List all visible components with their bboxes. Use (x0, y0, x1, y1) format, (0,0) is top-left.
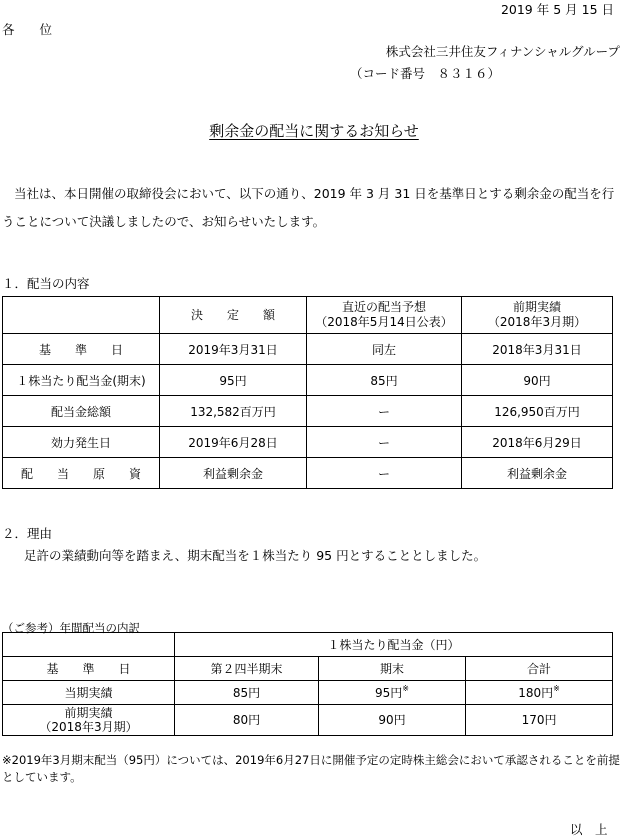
reference-col-total: 合計 (466, 657, 613, 681)
table-row (3, 458, 613, 489)
row-q2: 85円 (175, 681, 319, 705)
footnote-mark: ※ (553, 684, 560, 693)
row-q2: 80円 (175, 705, 319, 736)
table-row (3, 334, 613, 365)
row-decided: 2019年6月28日 (160, 427, 307, 458)
reference-heading: （ご参考）年間配当の内訳 (2, 621, 140, 635)
row-forecast: ー (307, 458, 462, 489)
table-row (3, 681, 613, 705)
row-forecast: ー (307, 396, 462, 427)
row-decided: 95円 (160, 365, 307, 396)
row-decided: 2019年3月31日 (160, 334, 307, 365)
row-total-value: 180円 (518, 686, 554, 700)
row-previous: 2018年6月29日 (462, 427, 613, 458)
reason-text: 足許の業績動向等を踏まえ、期末配当を１株当たり 95 円とすることとしました。 (24, 548, 487, 563)
row-year-end-value: 95円 (375, 686, 403, 700)
row-forecast: 同左 (307, 334, 462, 365)
reference-empty-cell (3, 633, 175, 657)
document-title (0, 120, 628, 141)
row-label-line1: 前期実績 (64, 706, 113, 720)
closing-mark: 以 上 (570, 822, 608, 837)
annual-dividend-table (2, 632, 613, 736)
header-previous-line2: （2018年3月期） (487, 315, 587, 329)
row-previous: 90円 (462, 365, 613, 396)
row-label-line2: （2018年3月期） (39, 720, 138, 734)
document-title-text: 剰余金の配当に関するお知らせ (209, 122, 419, 140)
row-year-end (319, 681, 466, 705)
row-previous: 126,950百万円 (462, 396, 613, 427)
document-date: 2019 年 5 月 15 日 (500, 2, 614, 17)
securities-code: （コード番号 ８３１６） (350, 66, 501, 81)
row-label: 効力発生日 (3, 427, 160, 458)
row-previous: 利益剰余金 (462, 458, 613, 489)
table-row (3, 396, 613, 427)
header-previous-line1: 前期実績 (512, 300, 561, 314)
row-previous: 2018年3月31日 (462, 334, 613, 365)
section2-heading: ２．理由 (2, 526, 53, 541)
header-forecast (307, 297, 462, 334)
intro-paragraph: 当社は、本日開催の取締役会において、以下の通り、2019 年 3 月 31 日を基準日とする剰余金の配当を行うことについて決議しましたので、お知らせいたします。 (2, 186, 615, 229)
table-row (3, 705, 613, 736)
header-previous (462, 297, 613, 334)
row-decided: 利益剰余金 (160, 458, 307, 489)
row-label: １株当たり配当金(期末) (3, 365, 160, 396)
row-forecast: ー (307, 427, 462, 458)
reference-group-header-row (3, 633, 613, 657)
row-year-end: 90円 (319, 705, 466, 736)
row-label (3, 705, 175, 736)
addressee: 各 位 (2, 22, 53, 37)
row-forecast: 85円 (307, 365, 462, 396)
footnote-mark: ※ (402, 684, 409, 693)
header-decided: 決 定 額 (160, 297, 307, 334)
reference-group-header: １株当たり配当金（円） (175, 633, 613, 657)
section1-heading: １．配当の内容 (2, 276, 90, 291)
reference-col-q2: 第２四半期末 (175, 657, 319, 681)
row-label: 基 準 日 (3, 334, 160, 365)
reference-label-header: 基 準 日 (3, 657, 175, 681)
row-label: 配当金総額 (3, 396, 160, 427)
header-forecast-line1: 直近の配当予想 (341, 300, 426, 314)
reference-column-header-row (3, 657, 613, 681)
header-forecast-line2: （2018年5月14日公表） (315, 315, 453, 329)
row-decided: 132,582百万円 (160, 396, 307, 427)
dividend-table-header (3, 297, 613, 334)
table-row (3, 365, 613, 396)
header-empty-cell (3, 297, 160, 334)
table-row (3, 427, 613, 458)
row-label: 配 当 原 資 (3, 458, 160, 489)
row-total: 170円 (466, 705, 613, 736)
row-total (466, 681, 613, 705)
company-name: 株式会社三井住友フィナンシャルグループ (385, 44, 620, 59)
dividend-table (2, 296, 613, 489)
row-label: 当期実績 (3, 681, 175, 705)
footnote: ※2019年3月期末配当（95円）については、2019年6月27日に開催予定の定時株主総会において承認されることを前提としています。 (2, 753, 620, 784)
reference-col-year-end: 期末 (319, 657, 466, 681)
